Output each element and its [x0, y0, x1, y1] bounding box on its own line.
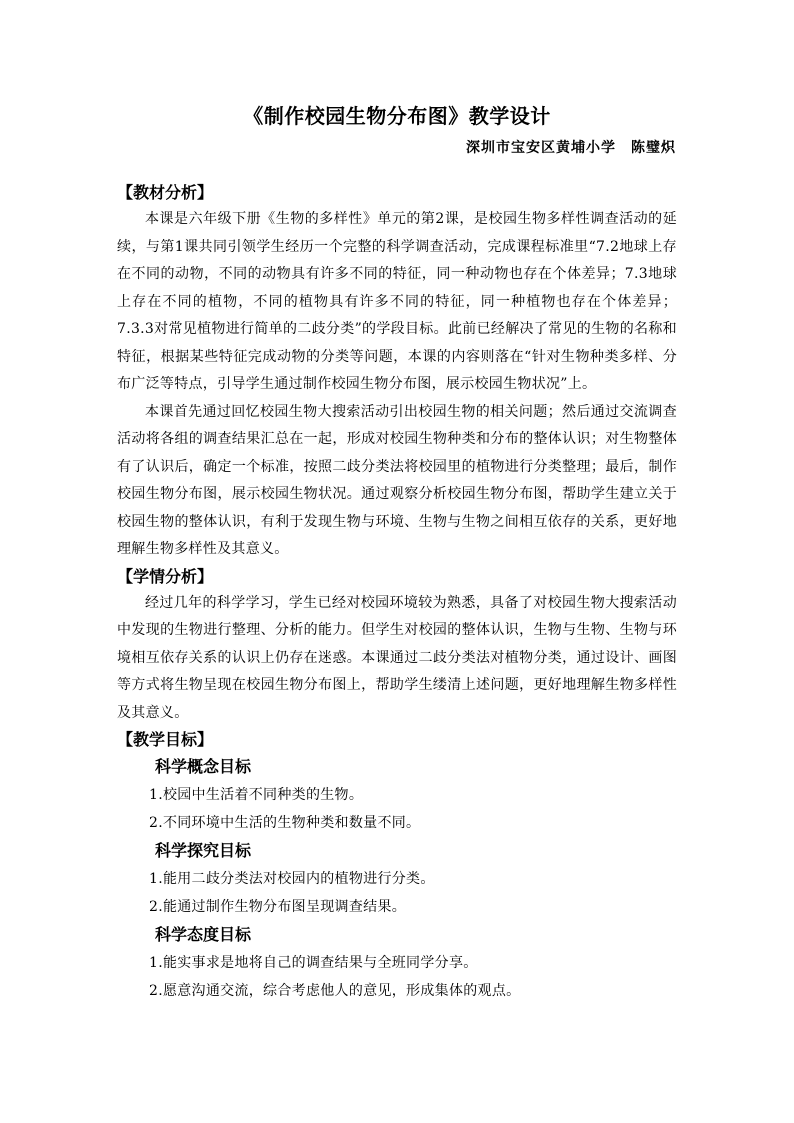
paragraph-textbook-1: 本课是六年级下册《生物的多样性》单元的第2课，是校园生物多样性调查活动的延续，与第1课共同引领学生经历一个完整的科学调查活动，完成课程标准里“7.2地球上存在不同的动物，不同的动物具有许多不同的特征，同一种动物也存在个体差异；7.3地球上存在不同的植物，不同的植物具有许多不同的特征，同一种植物也存在个体差异；7.3.3对常见植物进行简单的二歧分类”的学段目标。此前已经解决了常见的生物的名称和特征，根据某些特征完成动物的分类等问题，本课的内容则落在“针对生物种类多样、分布广泛等特点，引导学生通过制作校园生物分布图，展示校园生物状况”上。	[117, 211, 677, 392]
document-title: 《制作校园生物分布图》教学设计	[243, 104, 551, 128]
paragraph-textbook-2: 本课首先通过回忆校园生物大搜索活动引出校园生物的相关问题；然后通过交流调查活动将各组的调查结果汇总在一起，形成对校园生物种类和分布的整体认识；对生物整体有了认识后，确定一个标准，按照二歧分类法将校园里的植物进行分类整理；最后，制作校园生物分布图，展示校园生物状况。通过观察分析校园生物分布图，帮助学生建立关于校园生物的整体认识，有利于发现生物与环境、生物与生物之间相互依存的关系，更好地理解生物多样性及其意义。	[117, 403, 677, 557]
goal-item-attitude-2: 2.愿意沟通交流，综合考虑他人的意见，形成集体的观点。	[149, 983, 521, 999]
goal-heading-attitude: 科学态度目标	[155, 925, 252, 944]
goal-heading-concept: 科学概念目标	[155, 757, 252, 776]
goal-item-concept-2: 2.不同环境中生活的生物种类和数量不同。	[149, 815, 421, 831]
paragraph-students-1: 经过几年的科学学习，学生已经对校园环境较为熟悉，具备了对校园生物大搜索活动中发现的生物进行整理、分析的能力。但学生对校园的整体认识，生物与生物、生物与环境相互依存关系的认识上仍存在迷惑。本课通过二歧分类法对植物分类，通过设计、画图等方式将生物呈现在校园生物分布图上，帮助学生缕清上述问题，更好地理解生物多样性及其意义。	[117, 594, 677, 721]
goal-item-inquiry-1: 1.能用二歧分类法对校园内的植物进行分类。	[149, 871, 435, 887]
goal-item-inquiry-2: 2.能通过制作生物分布图呈现调查结果。	[149, 899, 407, 915]
goal-heading-inquiry: 科学探究目标	[155, 841, 252, 860]
section-heading-students: 【学情分析】	[117, 566, 214, 586]
section-heading-textbook: 【教材分析】	[117, 183, 214, 202]
section-heading-goals: 【教学目标】	[117, 730, 214, 749]
goal-item-concept-1: 1.校园中生活着不同种类的生物。	[149, 787, 364, 803]
goal-item-attitude-1: 1.能实事求是地将自己的调查结果与全班同学分享。	[149, 955, 478, 971]
document-author: 深圳市宝安区黄埔小学 陈璧炽	[466, 140, 676, 156]
document-body	[117, 180, 677, 1005]
